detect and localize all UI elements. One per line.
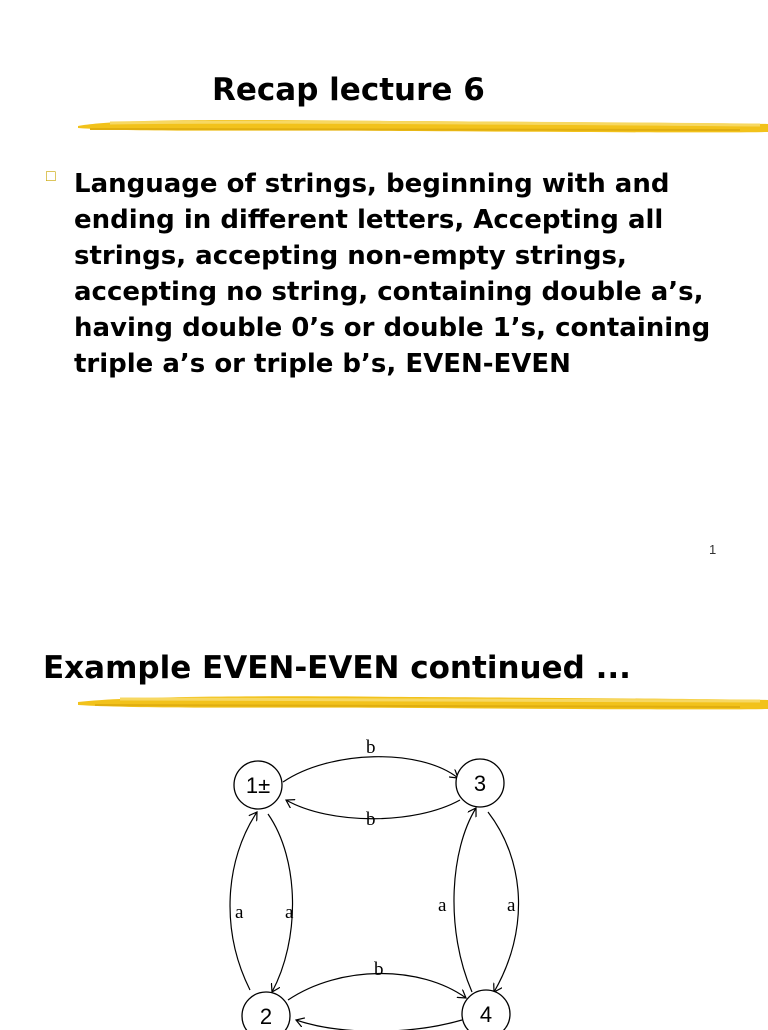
edge-1-to-3 bbox=[283, 757, 458, 782]
page-number: 1 bbox=[709, 542, 717, 557]
state-2 bbox=[242, 992, 290, 1030]
state-4 bbox=[462, 990, 510, 1030]
bullet-line: strings, accepting non-empty strings, bbox=[74, 241, 627, 271]
bullet-line: Language of strings, beginning with and bbox=[74, 169, 670, 199]
bullet-line: accepting no string, containing double a’s, bbox=[74, 277, 704, 307]
slide-title: Example EVEN-EVEN continued ... bbox=[43, 650, 631, 686]
slide-2 bbox=[0, 590, 768, 1029]
bullet-line: having double 0’s or double 1’s, containing bbox=[74, 313, 711, 343]
edge-label: a bbox=[235, 902, 244, 923]
square-bullet-icon: □ bbox=[46, 168, 56, 185]
edge-2-to-1 bbox=[230, 812, 257, 990]
bullet-line: ending in different letters, Accepting all bbox=[74, 205, 664, 235]
bullet-text bbox=[74, 166, 754, 382]
highlighter-stroke bbox=[0, 112, 768, 140]
state-label: 2 bbox=[259, 1004, 273, 1029]
edge-label: a bbox=[507, 895, 516, 916]
state-label: 4 bbox=[479, 1002, 493, 1027]
bullet-line: triple a’s or triple b’s, EVEN-EVEN bbox=[74, 349, 571, 379]
fsa-diagram bbox=[200, 730, 560, 1030]
edge-label: b bbox=[366, 809, 376, 830]
edge-4-to-3 bbox=[454, 808, 476, 992]
edge-label: b bbox=[366, 737, 376, 758]
edge-4-to-2 bbox=[296, 1020, 462, 1030]
edge-label: a bbox=[285, 902, 294, 923]
state-1 bbox=[234, 761, 282, 809]
slide-title: Recap lecture 6 bbox=[212, 72, 485, 108]
state-3 bbox=[456, 759, 504, 807]
highlighter-stroke bbox=[0, 690, 768, 716]
state-label: 3 bbox=[473, 771, 487, 796]
edge-label: b bbox=[374, 959, 384, 980]
edge-label: a bbox=[438, 895, 447, 916]
state-label: 1± bbox=[245, 773, 271, 798]
